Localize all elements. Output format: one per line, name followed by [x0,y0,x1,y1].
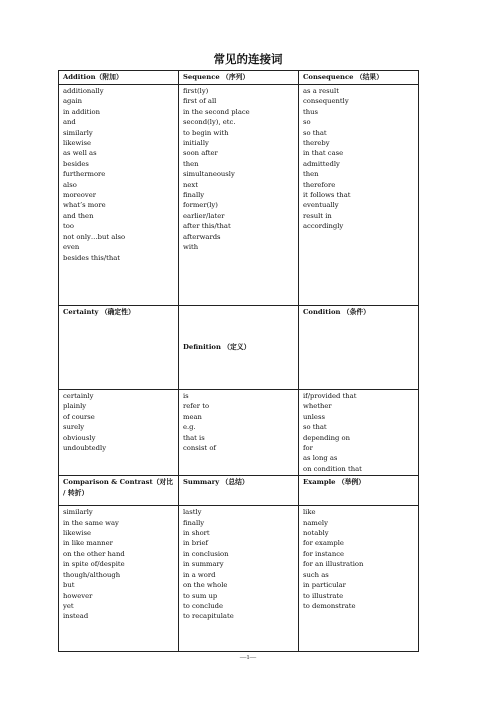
list-item: certainly [63,392,94,400]
list-item: in the same way [63,518,119,527]
list-item: so [303,118,311,127]
list-item: instead [63,612,89,621]
list-item: in particular [303,581,346,590]
list-item: to demonstrate [303,601,356,610]
list-item: to recapitulate [183,612,234,621]
header-row-addition [59,71,419,85]
list-item: not only…but also [63,232,126,241]
list-item: additionally [63,87,104,95]
list-item: in the second place [183,107,250,116]
list-item: former(ly) [183,201,218,210]
list-item: to sum up [183,591,218,600]
list-item: in a word [183,570,216,579]
list-item: accordingly [303,222,344,231]
list-item: thereby [303,139,330,148]
body-row-comparison [59,506,419,652]
list-item: notably [303,529,329,538]
list-item: similarly [63,128,93,137]
list-item: so that [303,423,327,432]
list-item: e.g. [183,423,196,432]
list-item: in spite of/despite [63,560,125,569]
list-item: in summary [183,560,224,569]
list-item: namely [303,518,328,527]
list-item: to conclude [183,601,223,610]
list-item: soon after [183,149,218,158]
list-item: to begin with [183,128,229,137]
list-item: surely [63,423,85,432]
list-item: whether [303,402,332,411]
list-item: for [303,444,313,453]
list-item: too [63,222,74,231]
list-item: in addition [63,107,101,116]
list-item: but [63,581,75,590]
list-item: consequently [303,97,349,106]
list-item: in that case [303,149,344,158]
list-item: undoubtedly [63,444,107,453]
list-certainty [59,390,179,476]
list-item: consist of [183,444,216,453]
list-item: on condition that [303,464,362,473]
list-item: initially [183,139,209,148]
list-item: yet [63,601,74,610]
list-item: second(ly), etc. [183,118,236,127]
list-item: such as [303,570,329,579]
list-item: next [183,180,198,189]
list-example [299,506,419,652]
list-item: and then [63,211,94,220]
header-example: Example （举例） [299,476,419,506]
list-item: for an illustration [303,560,364,569]
list-item: as long as [303,454,338,463]
list-item: as well as [63,149,97,158]
list-item: finally [183,191,205,200]
list-definition [179,390,299,476]
list-summary [179,506,299,652]
list-consequence [299,85,419,306]
list-sequence [179,85,299,306]
list-item: in like manner [63,539,113,548]
list-item: that is [183,433,205,442]
list-item: and [63,118,76,127]
list-item: result in [303,211,332,220]
list-item: moreover [63,191,97,200]
list-item: thus [303,107,318,116]
list-item: plainly [63,402,87,411]
list-condition [299,390,419,476]
list-comparison [59,506,179,652]
header-consequence: Consequence （结果） [299,71,419,85]
list-item: to illustrate [303,591,344,600]
header-condition: Condition （条件） [299,306,419,390]
list-item: if/provided that [303,392,357,400]
list-item: earlier/later [183,211,225,220]
header-sequence: Sequence （序列） [179,71,299,85]
list-item: in brief [183,539,209,548]
body-row-addition [59,85,419,306]
list-item: afterwards [183,232,221,241]
list-item: also [63,180,77,189]
page-title: 常见的连接词 [213,52,283,66]
list-item: likewise [63,139,91,148]
list-item: is [183,392,189,400]
list-item: as a result [303,87,339,95]
list-item: again [63,97,83,106]
list-item: finally [183,518,205,527]
list-item: depending on [303,433,351,442]
header-summary: Summary （总结） [179,476,299,506]
list-item: however [63,591,93,600]
list-item: then [303,170,319,179]
header-addition: Addition（附加） [59,71,179,85]
list-item: even [63,243,80,252]
list-addition [59,85,179,306]
connectives-table [58,70,419,652]
list-item: on the other hand [63,549,125,558]
header-certainty: Certainty （确定性） [59,306,179,390]
header-comparison: Comparison & Contrast（对比 / 转折） [59,476,179,506]
list-item: simultaneously [183,170,235,179]
list-item: for example [303,539,344,548]
list-item: with [183,243,199,252]
list-item: like [303,508,316,517]
list-item: unless [303,412,325,421]
list-item: eventually [303,201,339,210]
list-item: besides [63,159,89,168]
list-item: what’s more [63,201,106,210]
page-number: —1— [239,654,257,661]
list-item: admittedly [303,159,340,168]
list-item: similarly [63,508,93,517]
header-row-certainty [59,306,419,390]
list-item: on the whole [183,581,228,590]
list-item: first of all [183,97,217,106]
list-item: lastly [183,508,202,517]
body-row-certainty [59,390,419,476]
list-item: in conclusion [183,549,229,558]
list-item: then [183,159,199,168]
list-item: besides this/that [63,253,121,262]
list-item: likewise [63,529,91,538]
list-item: furthermore [63,170,106,179]
list-item: in short [183,529,210,538]
header-definition: Definition （定义） [179,306,299,390]
list-item: after this/that [183,222,231,231]
list-item: refer to [183,402,210,411]
list-item: for instance [303,549,345,558]
list-item: of course [63,412,95,421]
header-row-comparison [59,476,419,506]
list-item: obviously [63,433,96,442]
list-item: though/although [63,570,121,579]
list-item: first(ly) [183,87,209,95]
list-item: mean [183,412,202,421]
list-item: it follows that [303,191,351,200]
list-item: so that [303,128,327,137]
list-item: therefore [303,180,336,189]
